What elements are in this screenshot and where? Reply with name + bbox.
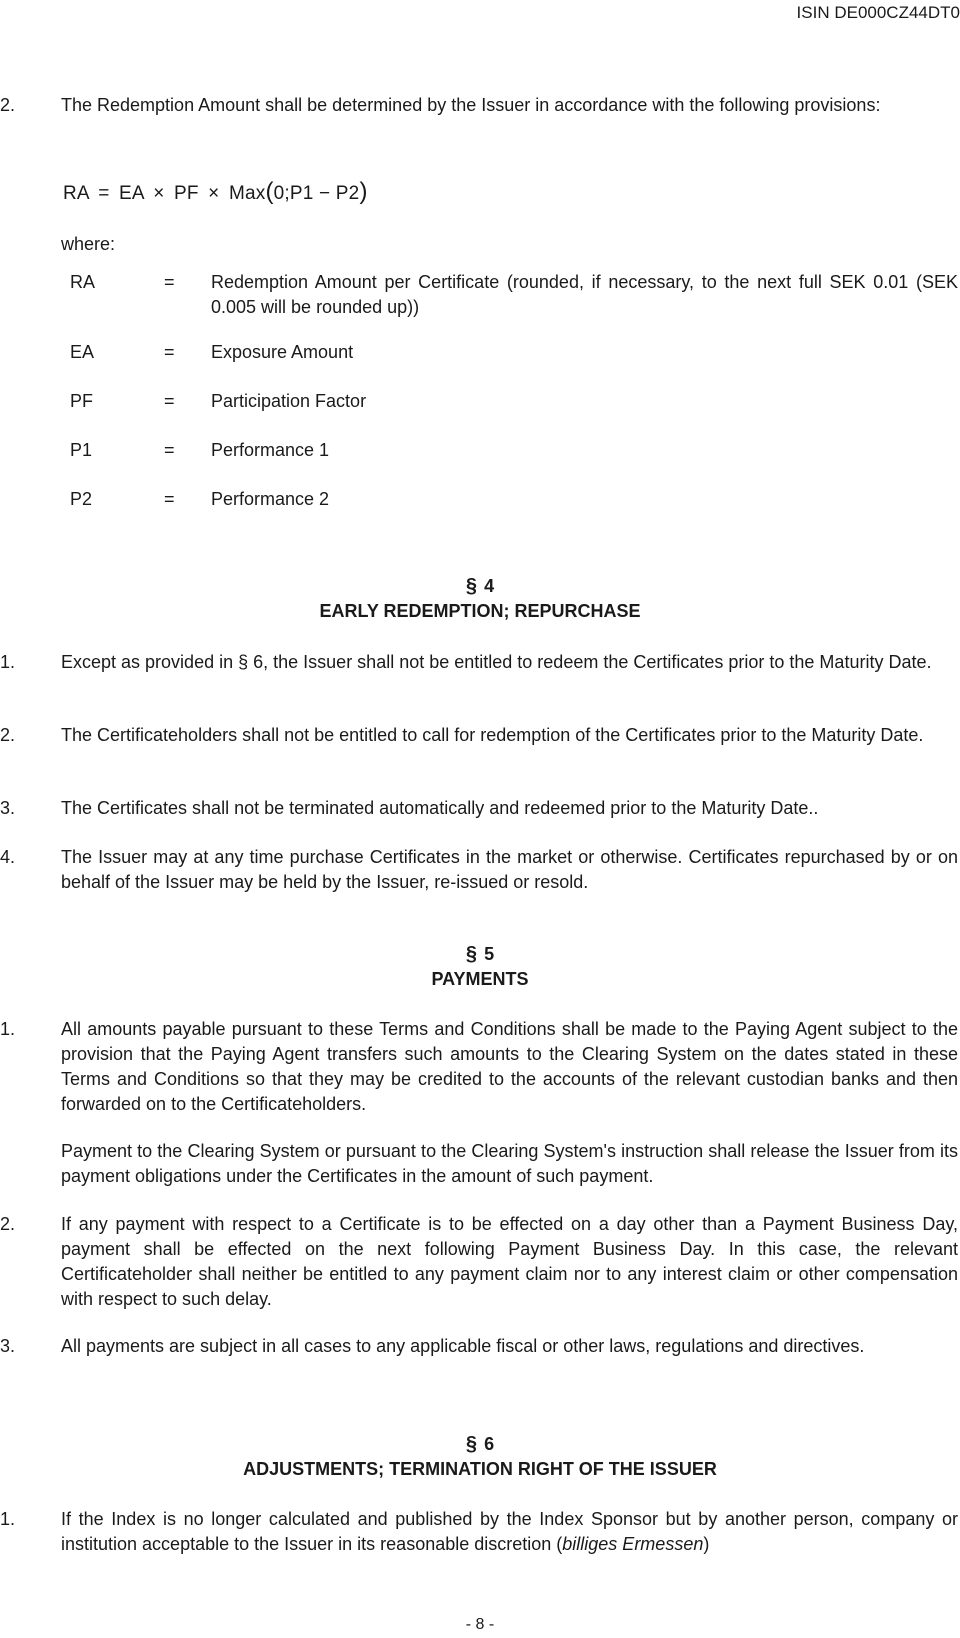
paragraph-text-part: , the Issuer shall not be entitled to redeem the Certificates prior to the Maturity Date. (263, 652, 932, 672)
section-title: PAYMENTS (431, 969, 529, 989)
paragraph-text: If any payment with respect to a Certificate is to be effected on a day other than a Payment Business Day, payment shall be effected on the next following Payment Business Day. In this case, the relevant Certificateholder shall neither be entitled to any payment claim nor to any interest claim or other compensation with respect to such delay. (61, 1214, 958, 1309)
paragraph-text: The Certificates shall not be terminated automatically and redeemed prior to the Maturity Date.. (61, 798, 819, 818)
item-number: 4. (0, 847, 16, 867)
definition-abbr: EA (70, 342, 95, 362)
paragraph-text (61, 1507, 958, 1557)
italic-term: billiges Ermessen (562, 1534, 704, 1554)
paragraph-text: The Issuer may at any time purchase Certificates in the market or otherwise. Certificates repurchased by or on behalf of the Issuer may be held by the Issuer, re-issued or resold. (61, 847, 958, 892)
formula-term: PF (173, 183, 199, 204)
section-heading (0, 1432, 960, 1482)
section-title: ADJUSTMENTS; TERMINATION RIGHT OF THE ISSUER (243, 1459, 717, 1479)
definition-row (0, 487, 960, 537)
formula-times: × (208, 183, 220, 204)
section-symbol: § (465, 1433, 478, 1455)
section-number (0, 1432, 960, 1457)
definition-abbr: RA (70, 272, 96, 292)
paragraph-text: All payments are subject in all cases to any applicable fiscal or other laws, regulations and directives. (61, 1336, 865, 1356)
isin-header: ISIN DE000CZ44DT0 (796, 3, 960, 22)
formula-lhs: RA (63, 183, 89, 204)
definition-abbr: P1 (70, 440, 93, 460)
definition-row (0, 270, 960, 320)
paragraph-text-part: If the Index is no longer calculated and published by the Index Sponsor but by another person, company or institution acceptable to the Issuer in its reasonable discretion ( (61, 1509, 958, 1554)
formula-paren-open: ( (265, 178, 274, 205)
formula-minus: − (319, 183, 331, 204)
item-number: 1. (0, 1509, 16, 1529)
definition-text: Performance 1 (211, 440, 330, 460)
paragraph-text: The Redemption Amount shall be determined by the Issuer in accordance with the following provisions: (61, 95, 881, 115)
paragraph-text (61, 650, 958, 675)
redemption-formula (63, 179, 368, 206)
item-number: 1. (0, 1019, 16, 1039)
definition-text: Participation Factor (211, 391, 367, 411)
formula-term: P2 (335, 183, 360, 204)
formula-max: Max (228, 183, 266, 204)
definition-abbr: PF (70, 391, 94, 411)
definition-equals: = (164, 391, 175, 411)
item-number: 2. (0, 1214, 16, 1234)
definition-text: Performance 2 (211, 489, 330, 509)
item-number: 2. (0, 95, 16, 115)
section-title: EARLY REDEMPTION; REPURCHASE (319, 601, 641, 621)
definition-text: Redemption Amount per Certificate (rounded, if necessary, to the next full SEK 0.01 (SEK 0.005 will be rounded up)) (211, 272, 958, 317)
definition-equals: = (164, 440, 175, 460)
section-symbol: § (465, 575, 478, 597)
definition-text: Exposure Amount (211, 342, 354, 362)
paragraph-text-part: ) (703, 1534, 710, 1554)
section-reference: § 6 (238, 652, 264, 672)
formula-paren-close: ) (359, 178, 368, 205)
section-heading (0, 942, 960, 992)
paragraph-text: Payment to the Clearing System or pursuant to the Clearing System's instruction shall release the Issuer from its payment obligations under the Certificates in the amount of such payment. (61, 1141, 958, 1186)
section-number (0, 574, 960, 599)
definition-row (0, 340, 960, 390)
paragraph-text: The Certificateholders shall not be entitled to call for redemption of the Certificates prior to the Maturity Date. (61, 725, 924, 745)
item-number: 3. (0, 1336, 16, 1356)
section-symbol: § (465, 943, 478, 965)
formula-term: EA (119, 183, 144, 204)
section-number-value: 5 (484, 944, 495, 964)
formula-args: 0;P1 (273, 183, 314, 204)
formula-equals: = (98, 183, 110, 204)
paragraph-text: All amounts payable pursuant to these Terms and Conditions shall be made to the Paying Agent subject to the provision that the Paying Agent transfers such amounts to the Clearing System on the dates stated in these Terms and Conditions so that they may be credited to the accounts of the relevant custodian banks and then forwarded on to the Certificateholders. (61, 1019, 958, 1114)
definition-equals: = (164, 272, 175, 292)
item-number: 3. (0, 798, 16, 818)
formula-times: × (153, 183, 165, 204)
page-number: - 8 - (465, 1616, 495, 1633)
section-number (0, 942, 960, 967)
paragraph-text-part: Except as provided in (61, 652, 239, 672)
where-label: where: (61, 234, 116, 254)
section-heading (0, 574, 960, 624)
item-number: 1. (0, 652, 16, 672)
definition-equals: = (164, 342, 175, 362)
definition-row (0, 438, 960, 488)
definition-abbr: P2 (70, 489, 93, 509)
section-number-value: 4 (484, 576, 495, 596)
section-number-value: 6 (484, 1434, 495, 1454)
definition-row (0, 389, 960, 439)
item-number: 2. (0, 725, 16, 745)
definition-equals: = (164, 489, 175, 509)
